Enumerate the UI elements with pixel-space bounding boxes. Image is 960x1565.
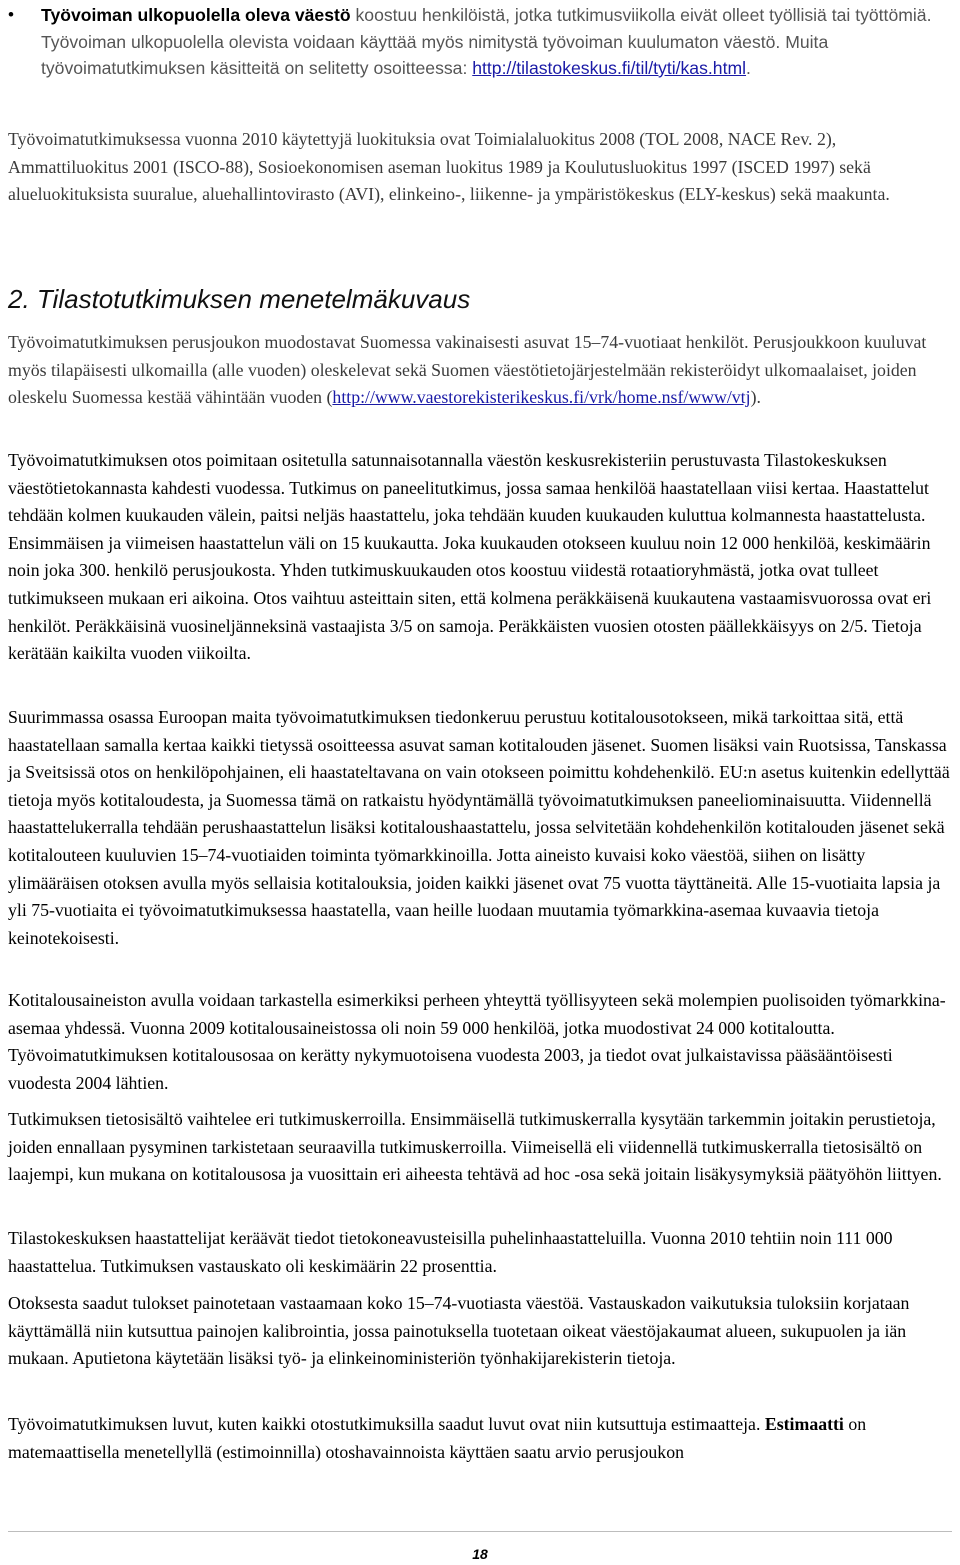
interviews-paragraph: Tilastokeskuksen haastattelijat keräävät tiedot tietokoneavusteisilla puhelinhaastatteluilla. Vuonna 2010 tehtiin noin 111 000 haastattelua. Tutkimuksen vastauskato oli keskimäärin 22 prosenttia.	[8, 1228, 893, 1276]
estimate-term: Estimaatti	[764, 1414, 844, 1434]
bullet-marker: •	[8, 5, 14, 24]
household-data-paragraph: Kotitalousaineiston avulla voidaan tarkastella esimerkiksi perheen yhteyttä työllisyyteen sekä molempien puolisoiden työmarkkina-asemaa yhdessä. Vuonna 2009 kotitalousaineistossa oli noin 59 000 henkilöä, jotka muodostivat 24 000 kotitaloutta. Työvoimatutkimuksen kotitalousosaa on kerätty nykymuotoisena vuodesta 2003, ja tiedot ovat julkaistavissa pääsääntöisesti vuodesta 2004 lähtien.	[8, 990, 946, 1093]
page-number: 18	[472, 1546, 488, 1562]
estimates-paragraph	[8, 1411, 956, 1466]
population-text: Työvoimatutkimuksen perusjoukon muodostavat Suomessa vakinaisesti asuvat 15–74-vuotiaat henkilöt. Perusjoukkoon kuuluvat myös tilapäisesti ulkomailla (alle vuoden) oleskelevat sekä Suomen väestötietojärjestelmään rekisteröidyt ulkomaalaiset, joiden oleskelu Suomessa kestää vähintään vuoden (	[8, 332, 927, 408]
bullet-item	[8, 2, 956, 82]
sample-paragraph: Työvoimatutkimuksen otos poimitaan ositetulla satunnaisotannalla väestön keskusrekisteriin perustuvasta Tilastokeskuksen väestötietokannasta kahdesti vuodessa. Tutkimus on paneelitutkimus, jossa samaa henkilöä haastatellaan viisi kertaa. Haastattelut tehdään kolmen kuukauden välein, paitsi neljäs haastattelu, joka tehdään kuuden kuukauden kuluttua kolmannesta haastattelusta. Ensimmäisen ja viimeisen haastattelun väli on 15 kuukautta. Joka kuukauden otokseen kuuluu noin 12 000 henkilöä, keskimäärin noin joka 300. henkilö perusjoukosta. Yhden tutkimuskuukauden otos koostuu viidestä rotaatioryhmästä, jotka ovat tulleet tutkimukseen mukaan eri aikoina. Otos vaihtuu asteittain siten, että kolmena peräkkäisenä kuukautena vastaamisvuorossa ovat eri henkilöt. Peräkkäisinä vuosineljänneksinä vastaajista 3/5 on samoja. Peräkkäisten vuosien otosten päällekkäisyys on 2/5. Tietoja kerätään kaikilta vuoden viikoilta.	[8, 450, 932, 664]
content-paragraph: Tutkimuksen tietosisältö vaihtelee eri tutkimuskerroilla. Ensimmäisellä tutkimuskerralla kysytään tarkemmin joitakin perustietoja, joiden ennallaan pysyminen tarkistetaan seuraavilla tutkimuskerroilla. Viimeisellä eli viidennellä tutkimuskerralla tietosisältö on laajempi, kun mukana on kotitalousosa ja vuosittain eri aiheesta tehtävä ad hoc -osa sekä joitain lisäkysymyksiä päätyöhön liittyen.	[8, 1109, 942, 1185]
population-end: ).	[750, 387, 761, 408]
estimates-rest: on matemaattisella menetellyllä (estimoinnilla) otoshavainnoista käyttäen saatu arvio perusjoukon	[8, 1414, 867, 1462]
estimates-line: Työvoimatutkimuksen luvut, kuten kaikki otostutkimuksilla saadut luvut ovat niin kutsuttuja estimaatteja.	[8, 1414, 761, 1434]
bullet-text	[41, 2, 956, 82]
household-paragraph: Suurimmassa osassa Euroopan maita työvoimatutkimuksen tiedonkeruu perustuu kotitalousotokseen, mikä tarkoittaa sitä, että haastatellaan samalla kertaa kaikki tietyssä osoitteessa asuvat saman kotitalouden jäsenet. Suomen lisäksi vain Ruotsissa, Tanskassa ja Sveitsissä otos on henkilöpohjainen, eli haastateltavana on vain otokseen poimittu kohdehenkilö. EU:n asetus kuitenkin edellyttää tietoja myös kotitaloudesta, ja Suomessa tämä on ratkaistu hyödyntämällä työvoimatutkimuksen paneeliominaisuutta. Viidennellä haastattelukerralla tehdään perushaastattelun lisäksi kotitaloushaastattelu, jossa selvitetään kohdehenkilön kotitalouden jäsenet sekä kotitalouteen kuuluvien 15–74-vuotiaiden toiminta työmarkkinoilla. Jotta aineisto kuvaisi koko väestöä, siihen on lisätty ylimääräisen otoksen avulla myös sellaisia kotitalouksia, joiden kaikki jäsenet ovat 75 vuotta täyttäneitä. Alle 15-vuotiaita lapsia ja yli 75-vuotiaita ei työvoimatutkimuksessa haastatella, vaan heille luodaan muutamia työmarkkina-asemaa kuvaavia tietoja keinotekoisesti.	[8, 707, 950, 948]
vrk-link[interactable]: http://www.vaestorekisterikeskus.fi/vrk/home.nsf/www/vtj	[332, 387, 751, 408]
classifications-paragraph: Työvoimatutkimuksessa vuonna 2010 käytettyjä luokituksia ovat Toimialaluokitus 2008 (TOL 2008, NACE Rev. 2), Ammattiluokitus 2001 (ISCO-88), Sosioekonomisen aseman luokitus 1989 ja Koulutusluokitus 1997 (ISCED 1997) sekä alueluokituksista suuralue, aluehallintovirasto (AVI), elinkeino-, liikenne- ja ympäristökeskus (ELY-keskus) sekä maakunta.	[8, 129, 890, 205]
section-heading: 2. Tilastotutkimuksen menetelmäkuvaus	[8, 284, 471, 314]
footer-divider	[8, 1531, 952, 1532]
bullet-end: .	[746, 58, 751, 78]
weighting-paragraph: Otoksesta saadut tulokset painotetaan vastaamaan koko 15–74-vuotiasta väestöä. Vastauskadon vaikutuksia tuloksiin korjataan käyttämällä niin kutsuttua painojen kalibrointia, jossa painotuksella tuotetaan oikeat väestöjakaumat alueen, sukupuolen ja iän mukaan. Aputietona käytetään lisäksi työ- ja elinkeinoministeriön työnhakijarekisterin tietoja.	[8, 1293, 910, 1369]
bullet-body: koostuu henkilöistä, jotka tutkimusviikolla eivät olleet työllisiä tai työttömiä. Työvoiman ulkopuolella olevista voidaan käyttää myös nimitystä työvoiman kuulumaton väestö. Muita työvoimatutkimuksen käsitteitä on selitetty osoitteessa:	[41, 5, 932, 78]
bullet-term: Työvoiman ulkopuolella oleva väestö	[41, 5, 351, 25]
population-paragraph	[8, 329, 956, 412]
concepts-link[interactable]: http://tilastokeskus.fi/til/tyti/kas.html	[472, 58, 747, 78]
